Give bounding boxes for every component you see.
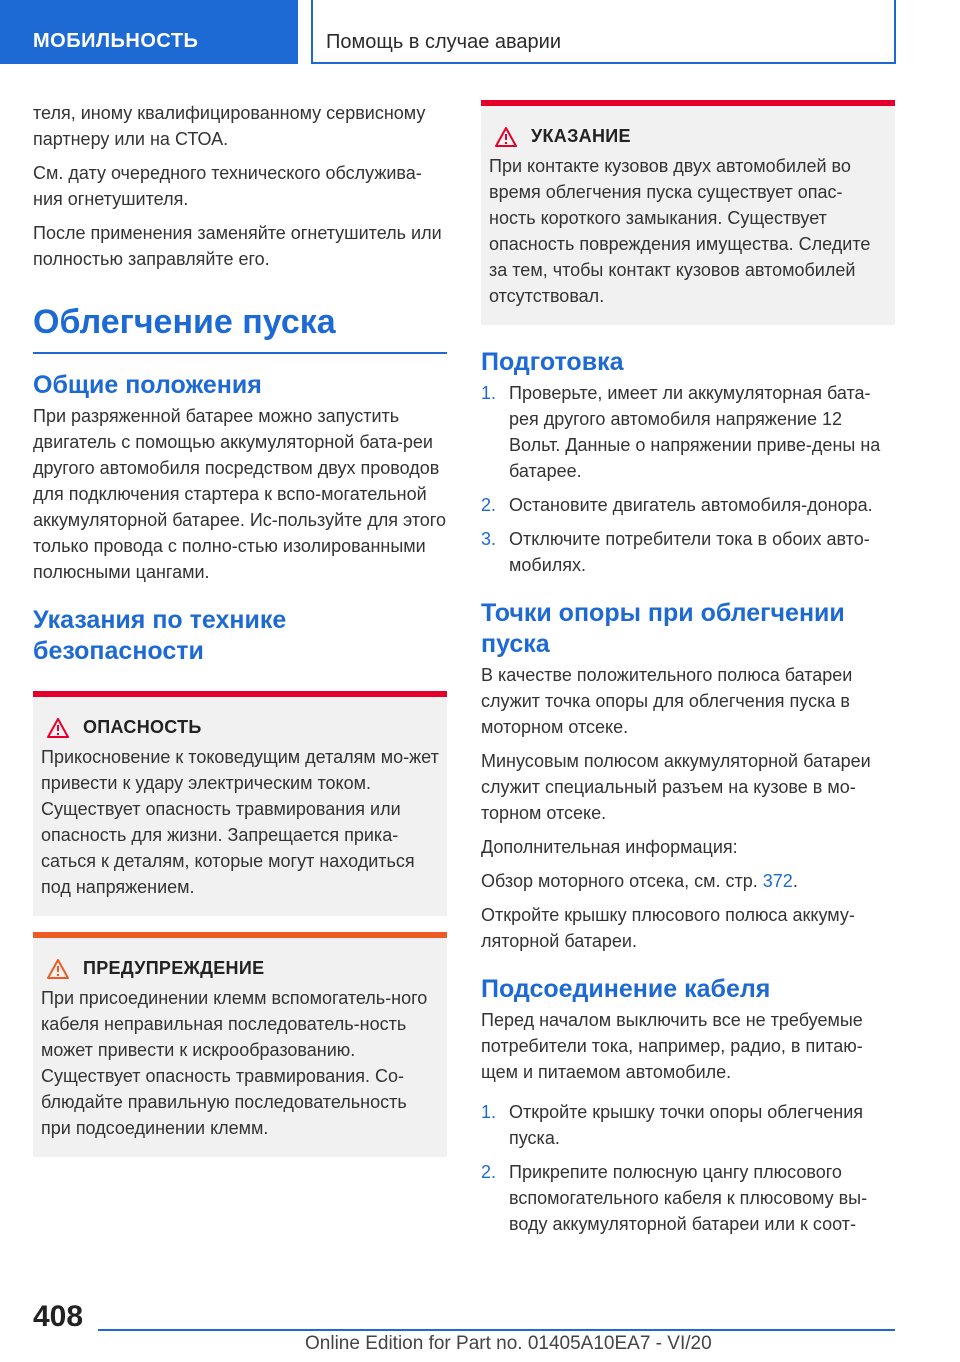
step-number: 1. (481, 383, 497, 403)
info-notice (481, 100, 895, 325)
points-paragraph-1: В качестве положительного полюса батареи служит точка опоры для облегчения пуска в моторном отсеке. (481, 665, 853, 737)
danger-notice (33, 691, 447, 916)
points-paragraph-2: Минусовым полюсом аккумуляторной батареи служит специальный разъем на кузове в мо-торном отсеке. (481, 751, 871, 823)
subheading-support-points: Точки опоры при облегчении пуска (481, 599, 845, 658)
cable-steps (481, 1099, 895, 1237)
warning-notice-text: При присоединении клемм вспомогатель-ного кабеля неправильная последователь-ность может привести к искрообразованию. Существует опасность травмирования. Со-блюдайте правильную последовательность при подсоединении клемм. (41, 988, 428, 1138)
list-item (481, 380, 895, 484)
info-notice-text: При контакте кузовов двух автомобилей во время облегчения пуска существует опас-ность короткого замыкания. Существует опасность повреждения имущества. Следите за тем, чтобы контакт кузовов автомобилей отсутствовал. (489, 156, 871, 306)
step-text: Отключите потребители тока в обоих авто-мобилях. (509, 529, 870, 575)
list-item (481, 1159, 895, 1237)
warning-notice-header (41, 958, 439, 979)
points-paragraph-4 (481, 868, 895, 894)
warning-triangle-icon (495, 127, 517, 147)
points-paragraph-3: Дополнительная информация: (481, 837, 738, 857)
footer-divider (98, 1329, 895, 1331)
subheading-preparation: Подготовка (481, 348, 624, 376)
subheading-cable-connection: Подсоединение кабеля (481, 975, 771, 1003)
points-ref-text: Обзор моторного отсека, см. стр. (481, 871, 763, 891)
intro-paragraph-1: теля, иному квалифицированному сервисному партнеру или на СТОА. (33, 103, 426, 149)
step-text: Проверьте, имеет ли аккумуляторная бата-рея другого автомобиля напряжение 12 Вольт. Данные о напряжении приве-дены на батарее. (509, 383, 881, 481)
step-number: 2. (481, 1162, 497, 1182)
preparation-steps (481, 380, 895, 578)
info-notice-title: УКАЗАНИЕ (531, 126, 631, 146)
danger-notice-title: ОПАСНОСТЬ (83, 717, 202, 737)
footer-edition-text: Online Edition for Part no. 01405A10EA7 - VI/20 (305, 1333, 712, 1354)
step-text: Остановите двигатель автомобиля-донора. (509, 495, 873, 515)
left-column (33, 100, 447, 1157)
subheading-safety: Указания по технике безопасности (33, 606, 287, 665)
header-section-label: МОБИЛЬНОСТЬ (0, 0, 298, 64)
step-number: 3. (481, 529, 497, 549)
intro-paragraph-3: После применения заменяйте огнетушитель или полностью заправляйте его. (33, 223, 442, 269)
step-text: Прикрепите полюсную цангу плюсового вспомогательного кабеля к плюсовому вы-воду аккумуляторной батареи или к соот- (509, 1162, 868, 1234)
info-notice-header (489, 126, 887, 147)
danger-notice-text: Прикосновение к токоведущим деталям мо-жет привести к удару электрическим током. Существует опасность травмирования или опасность для жизни. Запрещается прика-саться к деталям, которые могут находиться под напряжением. (41, 747, 439, 897)
warning-triangle-icon (47, 718, 69, 738)
warning-notice-title: ПРЕДУПРЕЖДЕНИЕ (83, 958, 265, 978)
points-ref-end: . (792, 871, 798, 891)
step-number: 1. (481, 1102, 497, 1122)
danger-notice-header (41, 717, 439, 738)
intro-paragraph-2: См. дату очередного технического обслужива-ния огнетушителя. (33, 163, 422, 209)
cable-paragraph: Перед началом выключить все не требуемые потребители тока, например, радио, в питаю-щем и питаемом автомобиле. (481, 1010, 863, 1082)
header-chapter-title: Помощь в случае аварии (326, 31, 561, 53)
general-paragraph: При разряженной батарее можно запустить двигатель с помощью аккумуляторной бата-реи другого автомобиля посредством двух проводов для подключения стартера к вспо-могательной аккумуляторной батарее. Ис-пользуйте для этого только провода с полно-стью изолированными полюсными цангами. (33, 406, 446, 582)
subheading-general: Общие положения (33, 371, 262, 399)
right-column (481, 100, 895, 1245)
section-heading-jump-start: Облегчение пуска (33, 302, 447, 354)
warning-notice (33, 932, 447, 1157)
points-paragraph-5: Откройте крышку плюсового полюса аккуму-ляторной батареи. (481, 905, 855, 951)
step-text: Откройте крышку точки опоры облегчения пуска. (509, 1102, 863, 1148)
page-number: 408 (33, 1300, 84, 1333)
warning-triangle-icon (47, 959, 69, 979)
step-number: 2. (481, 495, 497, 515)
list-item (481, 526, 895, 578)
list-item (481, 1099, 895, 1151)
page-reference-link[interactable]: 372 (762, 871, 793, 891)
list-item (481, 492, 895, 518)
